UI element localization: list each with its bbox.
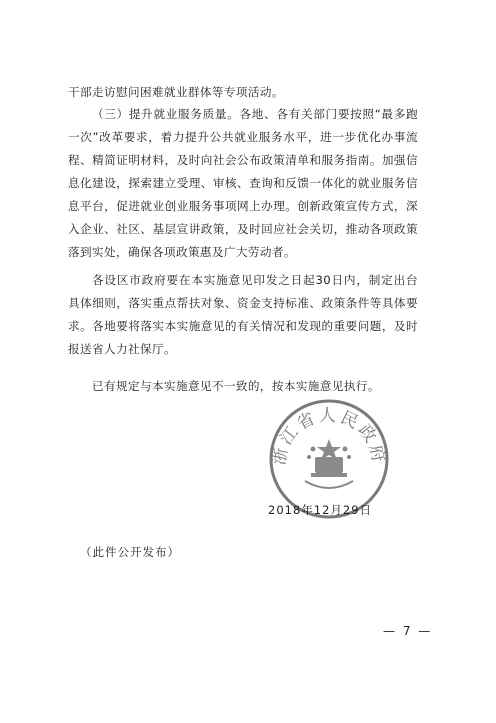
page-number: — 7 — [383,624,433,638]
publication-note: （此件公开发布） [80,545,180,559]
paragraph-service-quality: （三）提升就业服务质量。各地、各有关部门要按照“最多跑一次”改革要求，着力提升公共就业服务水平，进一步优化办事流程、精简证明材料，及时向社会公布政策清单和服务指南。加强信息化建设，探索建立受理、审核、查询和反馈一体化的就业服务信息平台，促进就业创业服务事项网上办理。创新政策宣传方式，深入企业、社区、基层宣讲政策，及时回应社会关切，推动各项政策落到实处，确保各项政策惠及广大劳动者。 [68,107,418,259]
signature-date: 2018年12月29日 [268,503,373,517]
paragraph-continuation: 干部走访慰问困难就业群体等专项活动。 [68,85,284,99]
paragraph-implementation: 各设区市政府要在本实施意见印发之日起30日内，制定出台具体细则，落实重点帮扶对象、资金支持标准、政策条件等具体要求。各地要将落实本实施意见的有关情况和发现的重要问题，及时报送省人力社保厅。 [68,273,418,356]
svg-text:浙江省人民政府: 浙江省人民政府 [269,406,389,467]
paragraph-precedence: 已有规定与本实施意见不一致的，按本实施意见执行。 [92,379,380,393]
